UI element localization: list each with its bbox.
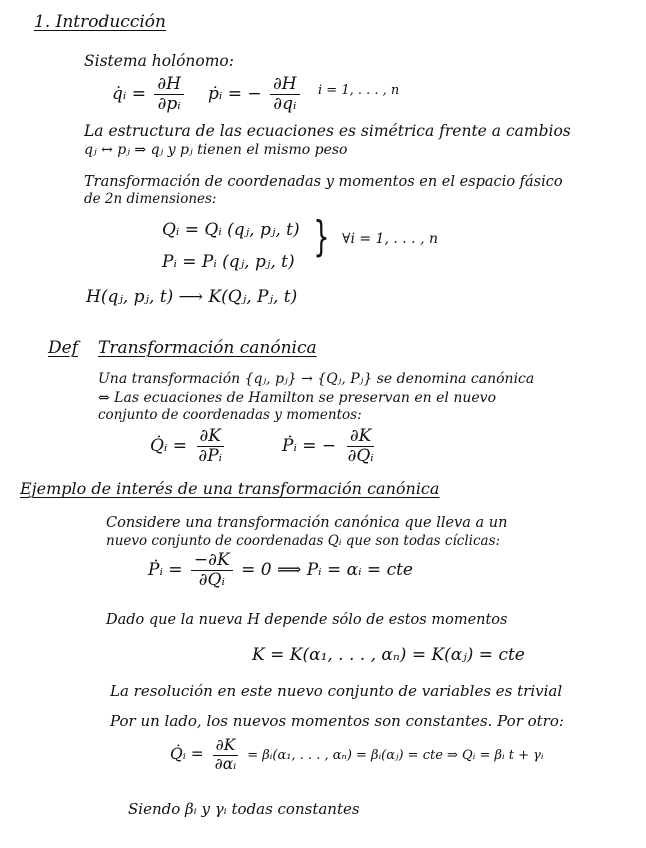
example-eq-Q-fraction (212, 738, 240, 772)
transform-line-1: Transformación de coordenadas y momentos en el espacio fásico (84, 174, 563, 190)
eq-qdot-lhs: q̇ᵢ = (112, 84, 146, 104)
example-eq-den: ∂Qᵢ (198, 570, 225, 590)
hamiltonian-map: H(qⱼ, pⱼ, t) ⟶ K(Qⱼ, Pⱼ, t) (86, 287, 298, 307)
eq-pdot-num: ∂H (270, 76, 300, 95)
example-eq-lhs: Ṗᵢ = (148, 560, 183, 580)
symmetry-line-2: qⱼ ↔ pⱼ ⇒ qⱼ y pⱼ tienen el mismo peso (84, 142, 348, 158)
example-line-4: La resolución en este nuevo conjunto de variables es trivial (110, 682, 563, 700)
example-eq-cyclic (148, 552, 413, 589)
eq-qdot-num: ∂H (154, 76, 184, 95)
forall-range: ∀i = 1, . . . , n (342, 231, 438, 247)
eq-pdot-lhs: ṗᵢ = − (208, 84, 262, 104)
definition-line-2: ⇔ Las ecuaciones de Hamilton se preservan en el nuevo (98, 390, 497, 406)
example-eq-Q-num: ∂K (213, 738, 239, 756)
example-line-5: Por un lado, los nuevos momentos son constantes. Por otro: (110, 712, 564, 730)
transform-eq-P: Pᵢ = Pᵢ (qⱼ, pⱼ, t) (162, 252, 295, 272)
example-eq-Q-lhs: Q̇ᵢ = (170, 745, 204, 763)
transform-line-2: de 2n dimensiones: (84, 191, 217, 207)
example-eq-rhs: = 0 ⟹ Pᵢ = αᵢ = cte (241, 560, 413, 580)
example-eq-Q-rhs: = βᵢ(α₁, . . . , αₙ) = βᵢ(αⱼ) = cte ⇒ Qᵢ = βᵢ t + γᵢ (247, 748, 544, 763)
definition-line-3: conjunto de coordenadas y momentos: (98, 407, 362, 423)
transform-eq-Q: Qᵢ = Qᵢ (qⱼ, pⱼ, t) (162, 220, 300, 240)
right-brace-icon: } (313, 212, 330, 261)
example-title: Ejemplo de interés de una transformación canónica (20, 479, 440, 498)
example-line-2: nuevo conjunto de coordenadas Qᵢ que son todas cíclicas: (106, 533, 501, 549)
example-eq-fraction (191, 552, 233, 589)
eq-Pdot-num: ∂K (347, 428, 375, 447)
symmetry-line-1: La estructura de las ecuaciones es simétrica frente a cambios (84, 122, 571, 140)
example-line-1: Considere una transformación canónica que lleva a un (106, 515, 508, 531)
example-eq-K: K = K(α₁, . . . , αₙ) = K(αⱼ) = cte (252, 645, 525, 665)
eq-Pdot-lhs: Ṗᵢ = − (282, 436, 337, 456)
section-title: 1. Introducción (34, 12, 166, 32)
example-line-3: Dado que la nueva H depende sólo de estos momentos (106, 612, 508, 628)
eq-Qdot-num: ∂K (197, 428, 225, 447)
canonical-eq-Q (150, 428, 228, 465)
eq-Qdot-den: ∂Pᵢ (198, 446, 223, 466)
eq-pdot-den: ∂qᵢ (273, 94, 297, 114)
eq-qdot-fraction (154, 76, 184, 113)
eq-Pdot-fraction (345, 428, 377, 465)
hamilton-eq-p (208, 76, 303, 113)
sistema-label: Sistema holónomo: (84, 52, 234, 70)
index-range: i = 1, . . . , n (318, 83, 400, 98)
example-eq-Q (170, 738, 544, 772)
hamilton-eq-q (112, 76, 187, 113)
example-eq-Q-den: ∂αᵢ (214, 754, 237, 773)
canonical-eq-P (282, 428, 380, 465)
eq-pdot-fraction (270, 76, 300, 113)
eq-Pdot-den: ∂Qᵢ (347, 446, 374, 466)
definition-title: Transformación canónica (98, 338, 317, 358)
definition-line-1: Una transformación {qⱼ, pⱼ} → {Qⱼ, Pⱼ} se denomina canónica (98, 371, 535, 387)
example-closing: Siendo βᵢ y γᵢ todas constantes (128, 800, 360, 818)
example-eq-num: −∂K (191, 552, 233, 571)
eq-Qdot-lhs: Q̇ᵢ = (150, 436, 188, 456)
definition-label: Def (48, 338, 78, 358)
eq-Qdot-fraction (195, 428, 225, 465)
eq-qdot-den: ∂pᵢ (157, 94, 181, 114)
